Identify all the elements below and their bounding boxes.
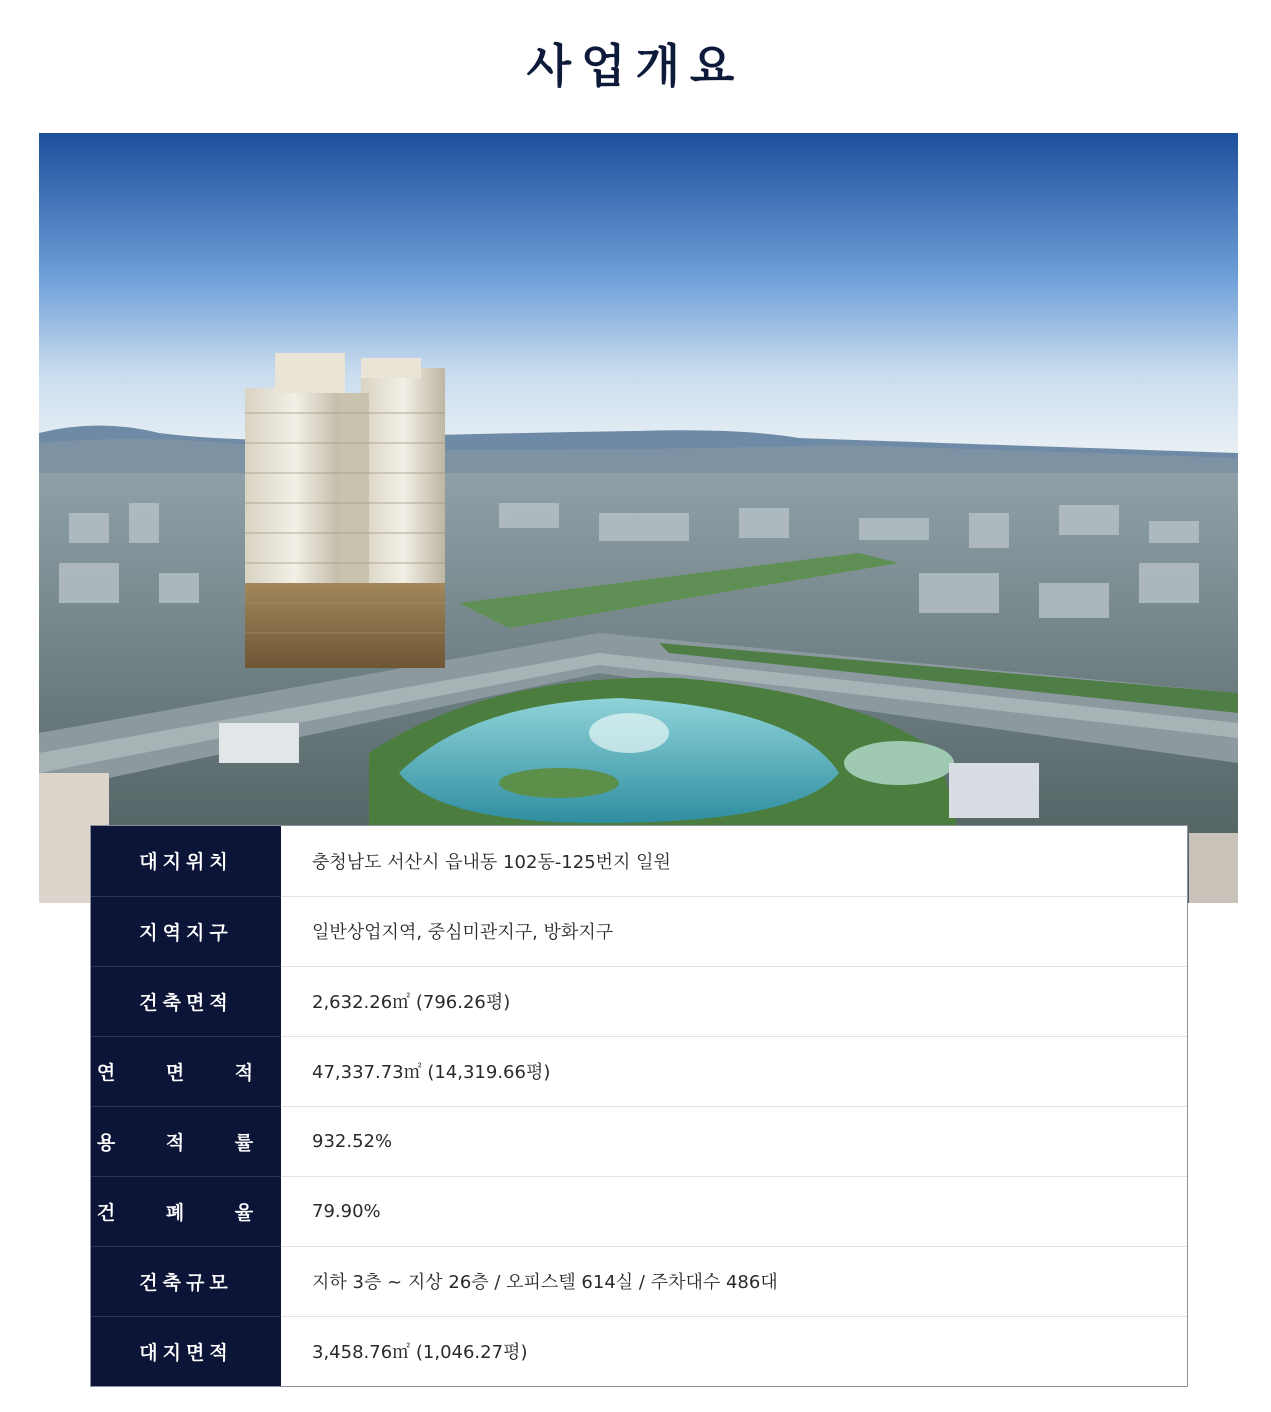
row-value-site-location: 충청남도 서산시 읍내동 102동-125번지 일원: [281, 826, 1187, 896]
row-value-floor-area-ratio: 932.52%: [281, 1106, 1187, 1176]
table-row: [91, 1176, 1187, 1246]
hero-image: [39, 133, 1238, 903]
row-label-site-area: 대지면적: [91, 1316, 281, 1386]
row-label-site-location: 대지위치: [91, 826, 281, 896]
project-overview-table: [91, 826, 1187, 1386]
table-row: [91, 1106, 1187, 1176]
row-label-building-area: 건축면적: [91, 966, 281, 1036]
table-row: [91, 896, 1187, 966]
row-label-building-coverage: 건 폐 율: [91, 1176, 281, 1246]
table-row: [91, 966, 1187, 1036]
page-title: 사업개요: [526, 39, 745, 93]
table-row: [91, 1036, 1187, 1106]
row-label-floor-area-ratio: 용 적 률: [91, 1106, 281, 1176]
table-row: [91, 1316, 1187, 1386]
table-row: [91, 1246, 1187, 1316]
row-value-building-area: 2,632.26㎡ (796.26평): [281, 966, 1187, 1036]
row-value-gross-floor-area: 47,337.73㎡ (14,319.66평): [281, 1036, 1187, 1106]
row-value-zoning: 일반상업지역, 중심미관지구, 방화지구: [281, 896, 1187, 966]
city-aerial-illustration: [39, 133, 1238, 903]
row-value-building-coverage: 79.90%: [281, 1176, 1187, 1246]
table-row: [91, 826, 1187, 896]
row-value-building-scale: 지하 3층 ~ 지상 26층 / 오피스텔 614실 / 주차대수 486대: [281, 1246, 1187, 1316]
row-label-building-scale: 건축규모: [91, 1246, 281, 1316]
row-label-gross-floor-area: 연 면 적: [91, 1036, 281, 1106]
row-value-site-area: 3,458.76㎡ (1,046.27평): [281, 1316, 1187, 1386]
row-label-zoning: 지역지구: [91, 896, 281, 966]
